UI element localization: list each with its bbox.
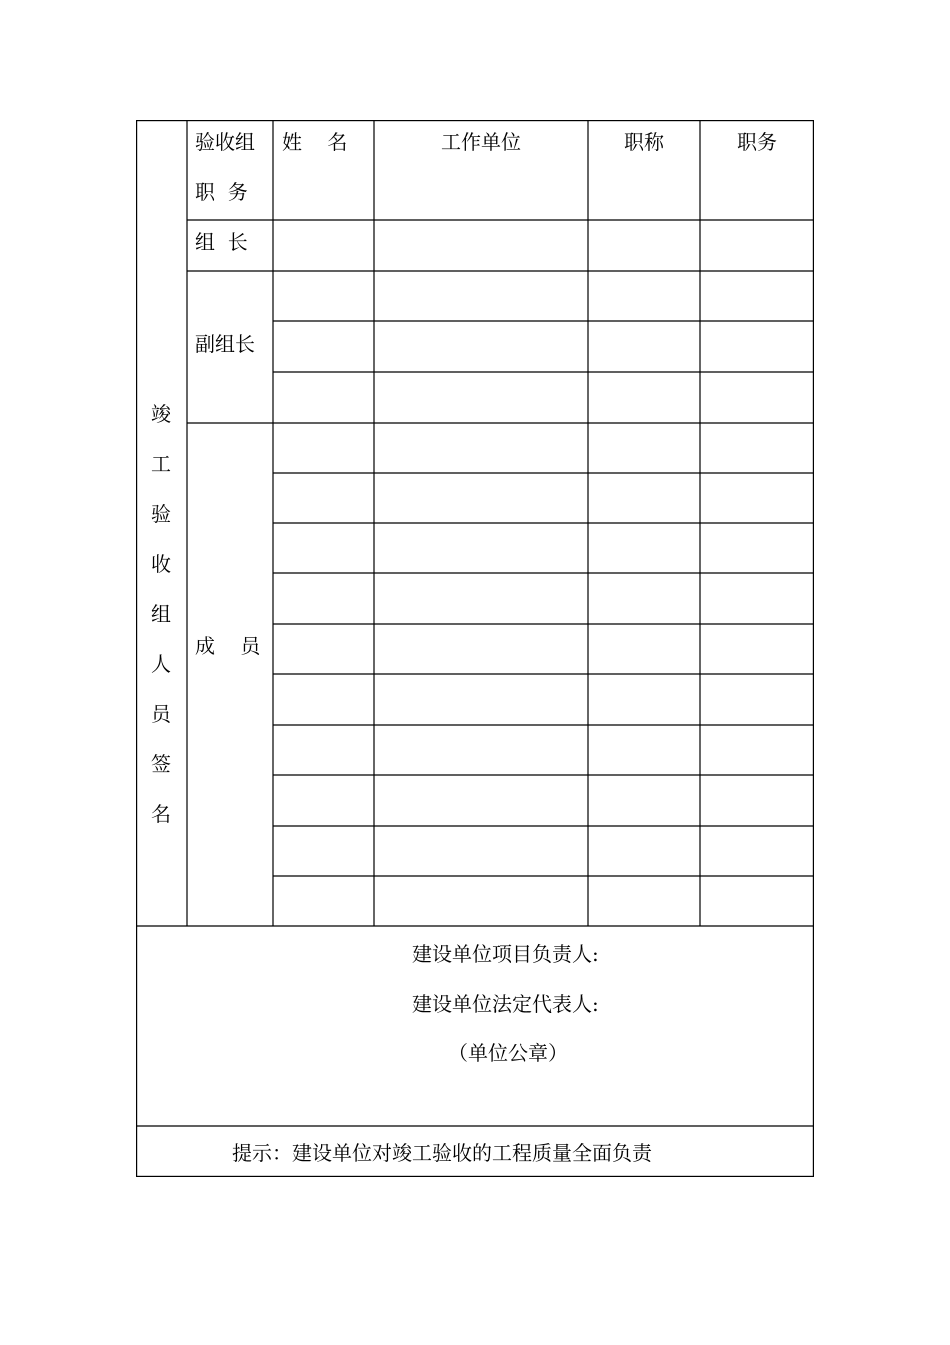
- side-char: 员: [151, 702, 171, 726]
- quality-responsibility-tip: 提示：建设单位对竣工验收的工程质量全面负责: [232, 1141, 652, 1165]
- header-role-line2: 职 务: [195, 180, 248, 204]
- acceptance-signature-form: [136, 120, 814, 1177]
- side-char: 签: [151, 752, 171, 776]
- side-char: 竣: [151, 402, 171, 426]
- header-work-unit: 工作单位: [441, 130, 521, 154]
- header-position: 职务: [737, 130, 777, 154]
- unit-seal-label: （单位公章）: [448, 1041, 568, 1065]
- legal-rep-signature-label: 建设单位法定代表人:: [412, 992, 599, 1016]
- role-deputy: 副组长: [195, 332, 255, 356]
- header-role-line1: 验收组: [195, 130, 255, 154]
- header-name: 姓 名: [282, 130, 348, 154]
- header-title: 职称: [624, 130, 664, 154]
- side-char: 名: [151, 802, 171, 826]
- side-char: 工: [151, 452, 171, 476]
- side-char: 组: [151, 602, 171, 626]
- side-char: 验: [151, 502, 171, 526]
- role-member: 成 员: [195, 634, 261, 658]
- side-char: 收: [151, 552, 171, 576]
- role-leader: 组 长: [195, 230, 248, 254]
- project-lead-signature-label: 建设单位项目负责人:: [412, 942, 599, 966]
- side-label-vertical: [136, 400, 186, 850]
- side-char: 人: [151, 652, 171, 676]
